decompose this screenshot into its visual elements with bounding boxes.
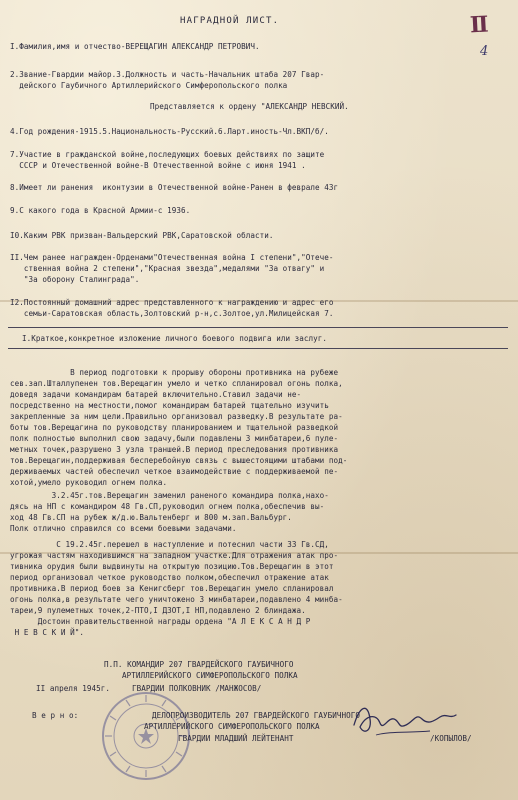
presented-for: Представляется к ордену "АЛЕКСАНДР НЕВСКИЙ. [150,102,349,111]
field-home-address: I2.Постоянный домашний адрес представленного к награждению и адрес его [10,298,334,307]
citation-line: В период подготовки к прорыву обороны противника на рубеже [10,368,339,377]
field-birth-nationality-party: 4.Год рождения-1915.5.Национальность-Русский.6.Ларт.иность-Чл.ВКП/б/. [10,127,329,136]
summary-header: I.Краткое,конкретное изложение личного боевого подвига или заслуг. [22,334,328,343]
signing-date: II апреля 1945г. [36,684,110,693]
citation-line: Полк отлично справился со всеми боевыми задачами. [10,524,237,533]
citation-line: тов.Верещагин,поддерживая бесперебойную связь с вышестоящими штабами под- [10,456,348,465]
clerk-rank: ГВАРДИИ МЛАДШИЙ ЛЕЙТЕНАНТ [178,734,294,743]
citation-line: боты тов.Верещагина по руководству планированием и тщательной разведкой [10,423,339,432]
citation-line: посредственно на местности,помог командирам батарей тщательно изучить [10,401,329,410]
citation-line: угрожая частям находившимся на западном участке.Для отражения атак про- [10,551,339,560]
clerk-title-cont: АРТИЛЛЕРИЙСКОГО СИМФЕРОПОЛЬСКОГО ПОЛКА [144,722,320,731]
citation-line: период организовал четкое руководство полком,обеспечил отражение атак [10,573,329,582]
corner-mark: II [469,11,488,39]
citation-line: Н Е В С К И Й". [10,628,84,637]
field-wounds: 8.Имеет ли ранения иконтузии в Отечественной войне-Ранен в феврале 43г [10,183,339,192]
citation-line: тареи,9 пулеметных точек,2-ПТО,I ДЗОТ,I НП,подавлено 2 блиндажа. [10,606,306,615]
citation-line: хотой,умело руководил огнем полка. [10,478,168,487]
citation-line: держиваемых частей обеспечил четкое взаимодействие с поддерживаемой пе- [10,467,339,476]
divider-line [8,327,508,328]
clerk-title: ДЕЛОПРОИЗВОДИТЕЛЬ 207 ГВАРДЕЙСКОГО ГАУБИЧНОГО [152,711,360,720]
clerk-signature [350,695,460,740]
citation-line: С 19.2.45г.перешел в наступление и потеснил части 33 Гв.СД, [10,540,329,549]
citation-line: 3.2.45г.тов.Верещагин заменил раненого командира полка,нахо- [10,491,329,500]
commander-title: П.П. КОМАНДИР 207 ГВАРДЕЙСКОГО ГАУБИЧНОГО [104,660,294,669]
corner-page-number: 4 [480,44,489,59]
citation-line: Достоин правительственной награды ордена "А Л Е К С А Н Д Р [10,617,311,626]
field-war-participation-cont: СССР и Отечественной войне-В Отечественной войне с июня 1941 . [10,161,306,170]
citation-line: дясь на НП с командиром 48 Гв.СП,руководил огнем полка,обеспечив вы- [10,502,325,511]
citation-line: тивника орудия были выдвинуты на открытую позицию.Тов.Верещагин в этот [10,562,334,571]
citation-line: метных точек,разрушено 3 узла траншей.В период преследования противника [10,445,339,454]
document-title: НАГРАДНОЙ ЛИСТ. [180,16,280,26]
citation-line: ход 48 Гв.СП на рубеж ж/д.ю.Вальтенберг и 800 м.зап.Вальбург. [10,513,292,522]
field-war-participation: 7.Участие в гражданской войне,последующих боевых действиях по защите [10,150,325,159]
certified-label: В е р н о: [32,711,79,720]
citation-line: противника.В период боев за Кенигсберг тов.Верещагин умело спланировал [10,584,334,593]
commander-title-cont: АРТИЛЛЕРИЙСКОГО СИМФЕРОПОЛЬСКОГО ПОЛКА [122,671,298,680]
divider-line [8,348,508,349]
field-rank-position: 2.Звание-Гвардии майор.3.Должность и часть-Начальник штаба 207 Гвар- [10,70,325,79]
citation-line: сев.зап.Шталлупенен тов.Верещагин умело и четко спланировал огонь полка, [10,379,343,388]
field-army-since: 9.С какого года в Красной Армии-с 1936. [10,206,191,215]
field-previous-awards-cont: "За оборону Сталинграда". [10,275,140,284]
field-previous-awards-cont: ственная война 2 степени","Красная звезда",медалями "За отвагу" и [10,264,325,273]
citation-line: доведя задачи командирам батарей включительно.Ставил задачи не- [10,390,302,399]
field-previous-awards: II.Чем ранее награжден-Орденами"Отечественная война I степени","Отече- [10,253,334,262]
commander-name: ГВАРДИИ ПОЛКОВНИК /МАНЖОСОВ/ [132,684,262,693]
citation-line: полк полностью выполнил свою задачу,были подавлены 3 минбатареи,6 пуле- [10,434,339,443]
field-home-address-cont: семьи-Саратовская область,Золтовский р-н,с.Золтое,ул.Милицейская 7. [10,309,334,318]
field-rank-position-cont: дейского Гаубичного Артиллерийского Симферопольского полка [10,81,288,90]
field-name: I.Фамилия,имя и отчество-ВЕРЕЩАГИН АЛЕКСАНДР ПЕТРОВИЧ. [10,42,260,51]
citation-line: огонь полка,в результате чего уничтожено 3 минбатареи,подавлено 4 минба- [10,595,343,604]
citation-line: закрепленные за ним цели.Правильно организовал разведку.В результате ра- [10,412,343,421]
field-drafted-by: I0.Каким РВК призван-Вальдерский РВК,Саратовской области. [10,231,274,240]
clerk-name: /КОПЫЛОВ/ [430,734,472,743]
